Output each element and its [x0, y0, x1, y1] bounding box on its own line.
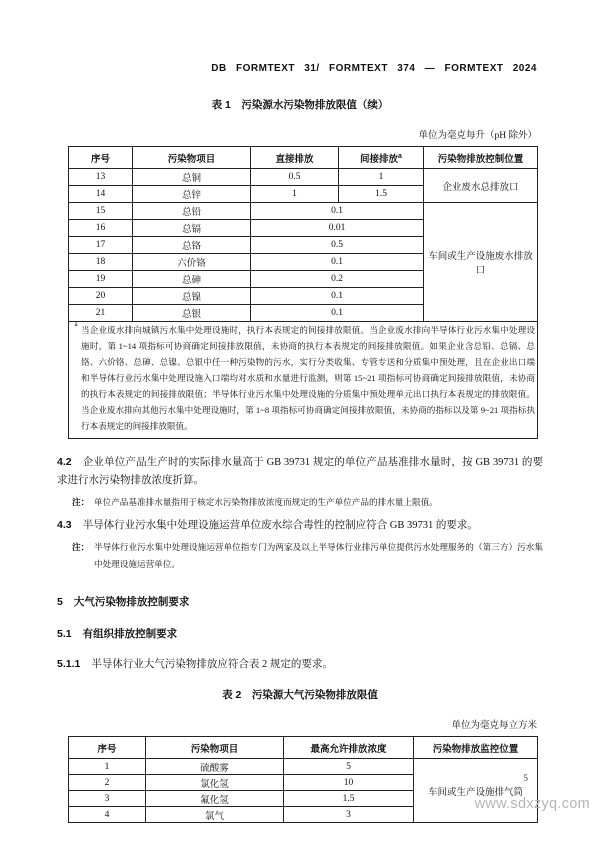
col-header-limit	[284, 737, 414, 759]
cell-indirect: 1.5	[339, 186, 424, 203]
cell-no: 17	[69, 237, 133, 254]
note-text: 单位产品基准排水量指用于核定水污染物排放浓度而规定的生产单位产品的排水量上限值。	[94, 497, 438, 507]
col-header-indirect	[339, 147, 424, 169]
section-title: 大气污染物排放控制要求	[73, 596, 190, 608]
cell-limit: 1.5	[284, 791, 414, 807]
cell-item: 总银	[133, 305, 251, 322]
cell-indirect: 1	[339, 169, 424, 186]
cell-limit-merged: 0.01	[251, 220, 424, 237]
clause-text: 半导体行业大气污染物排放应符合表 2 规定的要求。	[91, 659, 333, 670]
document-header: DB FORMTEXT 31/ FORMTEXT 374 — FORMTEXT 2024	[211, 63, 537, 74]
col-header-no	[69, 147, 133, 169]
col-header-limit-label: 最高允许排放浓度	[310, 743, 387, 755]
cell-no: 15	[69, 203, 133, 220]
note-text: 半导体行业污水集中处理设施运营单位指专门为两家及以上半导体行业排污单位提供污水处理服务的（第三方）污水集中处理设施运营单位。	[94, 542, 543, 569]
cell-limit: 5	[284, 759, 414, 775]
cell-item: 总铬	[133, 237, 251, 254]
col-header-position	[414, 737, 538, 759]
cell-no: 19	[69, 271, 133, 288]
section-5-1-heading	[57, 626, 543, 641]
col-header-item	[146, 737, 284, 759]
cell-limit-merged: 0.2	[251, 271, 424, 288]
note-label: 注：	[72, 542, 90, 552]
col-header-item-label: 污染物项目	[190, 743, 239, 755]
cell-no: 20	[69, 288, 133, 305]
section-number: 5	[57, 596, 63, 608]
table-header-row	[69, 147, 538, 169]
col-header-no-label: 序号	[97, 743, 117, 755]
cell-no: 13	[69, 169, 133, 186]
table2-air-pollutant-limits	[68, 736, 538, 823]
cell-no: 14	[69, 186, 133, 203]
clause-number: 4.3	[57, 519, 72, 531]
table-footnote-row	[69, 322, 538, 439]
clause-4-3	[57, 516, 543, 535]
cell-item: 总铜	[133, 169, 251, 186]
table1-water-pollutant-limits	[68, 146, 538, 439]
table1-unit-note: 单位为毫克每升（pH 除外）	[418, 131, 537, 141]
cell-control-position: 企业废水总排放口	[424, 169, 538, 203]
cell-item: 氯化氢	[146, 775, 284, 791]
col-header-position-label: 污染物排放监控位置	[432, 743, 519, 755]
table-header-row	[69, 737, 538, 759]
cell-direct: 1	[251, 186, 339, 203]
clause-text: 半导体行业污水集中处理设施运营单位废水综合毒性的控制应符合 GB 39731 的要求。	[82, 520, 478, 531]
cell-no: 3	[69, 791, 146, 807]
col-header-item-label: 污染物项目	[167, 153, 216, 165]
cell-control-position: 车间或生产设施排气筒	[414, 759, 538, 823]
cell-item: 总镉	[133, 220, 251, 237]
cell-no: 18	[69, 254, 133, 271]
cell-limit: 10	[284, 775, 414, 791]
clause-4-2-note	[57, 494, 543, 511]
clause-4-2	[57, 453, 543, 490]
clause-4-3-note	[57, 539, 543, 573]
footnote-marker: a	[74, 320, 78, 328]
cell-item: 氟化氢	[146, 791, 284, 807]
col-header-no	[69, 737, 146, 759]
table-row	[69, 203, 538, 220]
page-number: 5	[523, 774, 528, 784]
col-header-item	[133, 147, 251, 169]
table1-footnote-text: 当企业废水排向城镇污水集中处理设施时，执行本表规定的间接排放限值。当企业废水排向半导体行业污水集中处理设施时，第 1~14 项指标可协商确定间接排放限值，未协商的执行本表规定的间接排放限值。如果企业含总铅、总镉、总铬、六价铬、总砷、总镍、总银中任一种污染物的污水，实行分类收集、专管专送和分质集中预处理，且在企业出口端和半导体行业污水集中处理设施入口端均对水质和水量进行监测，则第 15~21 项指标可协商确定间接排放限值，未协商的执行本表规定的间接排放限值；半导体行业污水集中处理设施的分质集中预处理单元出口执行本表规定的排放限值。当企业废水排向其他污水集中处理设施时，第 1~8 项指标可协商确定间接排放限值，未协商的指标以及第 9~21 项指标执行本表规定的间接排放限值。	[81, 325, 535, 431]
cell-limit-merged: 0.1	[251, 288, 424, 305]
cell-no: 1	[69, 759, 146, 775]
cell-item: 总砷	[133, 271, 251, 288]
cell-no: 21	[69, 305, 133, 322]
cell-control-position: 车间或生产设施废水排放口	[424, 203, 538, 322]
clause-5-1-1	[57, 655, 543, 674]
col-header-no-label: 序号	[90, 153, 110, 165]
cell-limit-merged: 0.1	[251, 254, 424, 271]
cell-limit-merged: 0.5	[251, 237, 424, 254]
table-row	[69, 759, 538, 775]
watermark: www.sdxzyq.com	[474, 796, 590, 812]
table-row	[69, 169, 538, 186]
cell-item: 总镍	[133, 288, 251, 305]
col-header-direct-label: 直接排放	[275, 153, 314, 165]
cell-direct: 0.5	[251, 169, 339, 186]
section-number: 5.1	[57, 628, 72, 640]
col-header-position	[424, 147, 538, 169]
section-title: 有组织排放控制要求	[82, 628, 178, 640]
col-header-direct	[251, 147, 339, 169]
cell-limit-merged: 0.1	[251, 305, 424, 322]
table2-unit-note: 单位为毫克每立方米	[451, 721, 537, 731]
cell-limit: 3	[284, 807, 414, 823]
col-header-indirect-label: 间接排放	[360, 153, 399, 165]
cell-item: 硫酸雾	[146, 759, 284, 775]
cell-no: 2	[69, 775, 146, 791]
cell-no: 4	[69, 807, 146, 823]
cell-item: 总铅	[133, 203, 251, 220]
table2-title: 表 2 污染源大气污染物排放限值	[222, 689, 378, 701]
footnote-marker: a	[398, 152, 402, 160]
col-header-position-label: 污染物排放控制位置	[437, 153, 524, 165]
clause-text: 企业单位产品生产时的实际排水量高于 GB 39731 规定的单位产品基准排水量时，按 GB 39731 的要求进行水污染物排放浓度折算。	[57, 457, 543, 486]
cell-item: 总锌	[133, 186, 251, 203]
cell-no: 16	[69, 220, 133, 237]
table1-title: 表 1 污染源水污染物排放限值（续）	[211, 99, 389, 111]
clause-number: 5.1.1	[57, 658, 81, 670]
cell-limit-merged: 0.1	[251, 203, 424, 220]
table1-footnote-cell	[69, 322, 538, 439]
clause-number: 4.2	[57, 456, 72, 468]
cell-item: 氯气	[146, 807, 284, 823]
section-5-heading	[57, 594, 543, 609]
cell-item: 六价铬	[133, 254, 251, 271]
note-label: 注：	[72, 497, 90, 507]
